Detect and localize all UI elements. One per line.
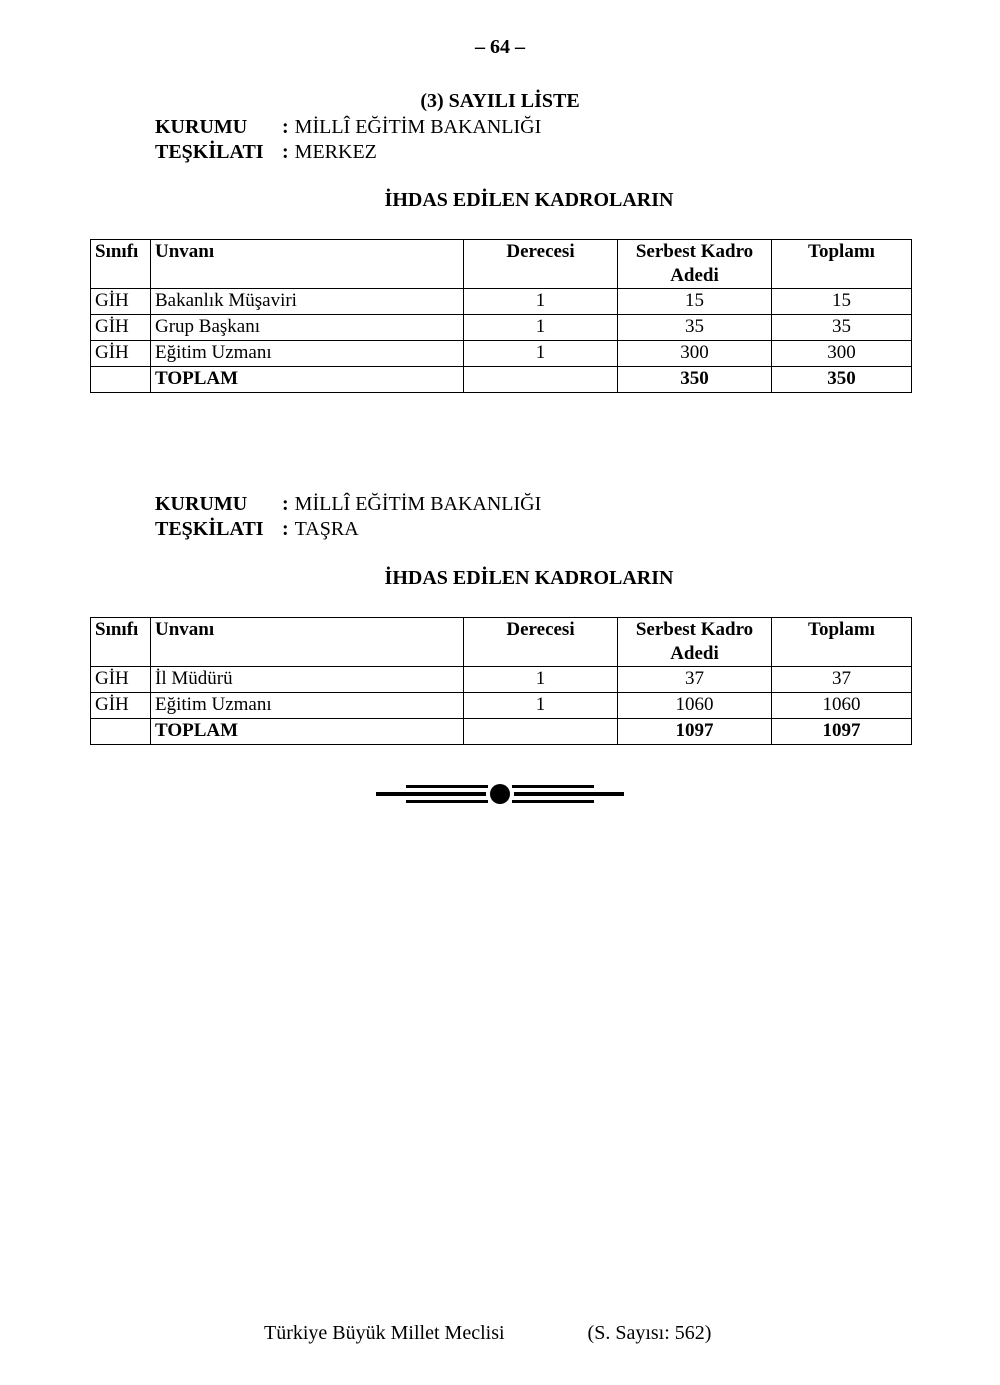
- total-adet: 350: [618, 367, 772, 393]
- cell-empty: [464, 719, 618, 745]
- kadro-table-tasra: [90, 617, 912, 745]
- cell-sinifi: GİH: [91, 667, 151, 693]
- cell-unvani: Eğitim Uzmanı: [151, 693, 464, 719]
- list-title: (3) SAYILI LİSTE: [420, 90, 580, 112]
- header-derecesi: Derecesi: [464, 618, 618, 667]
- cell-empty: [91, 719, 151, 745]
- total-toplam: 1097: [772, 719, 912, 745]
- end-ornament-divider: [376, 782, 624, 806]
- cell-sinifi: GİH: [91, 341, 151, 367]
- cell-derecesi: 1: [464, 667, 618, 693]
- header-derecesi: Derecesi: [464, 240, 618, 289]
- cell-adet: 35: [618, 315, 772, 341]
- kurum-row: [155, 115, 541, 140]
- kurum-label: KURUMU: [155, 493, 248, 515]
- header-serbest-kadro-adedi: Serbest Kadro Adedi: [618, 240, 772, 289]
- cell-sinifi: GİH: [91, 289, 151, 315]
- table-row: [91, 315, 912, 341]
- table-title-merkez: İHDAS EDİLEN KADROLARIN: [384, 189, 674, 211]
- cell-sinifi: GİH: [91, 315, 151, 341]
- cell-derecesi: 1: [464, 693, 618, 719]
- table-row: [91, 667, 912, 693]
- cell-empty: [464, 367, 618, 393]
- teskilat-value: MERKEZ: [294, 141, 377, 163]
- table-header-row: [91, 618, 912, 667]
- cell-derecesi: 1: [464, 315, 618, 341]
- org-block-merkez: [155, 115, 541, 165]
- kurum-row: [155, 492, 541, 517]
- kurum-value: MİLLÎ EĞİTİM BAKANLIĞI: [294, 116, 542, 138]
- cell-unvani: İl Müdürü: [151, 667, 464, 693]
- cell-unvani: Grup Başkanı: [151, 315, 464, 341]
- total-adet: 1097: [618, 719, 772, 745]
- table-row: [91, 693, 912, 719]
- cell-toplam: 1060: [772, 693, 912, 719]
- teskilat-label: TEŞKİLATI: [155, 518, 264, 540]
- header-sinifi: Sınıfı: [91, 240, 151, 289]
- colon: :: [282, 116, 289, 138]
- table-row: [91, 289, 912, 315]
- total-label: TOPLAM: [151, 367, 464, 393]
- cell-adet: 1060: [618, 693, 772, 719]
- cell-adet: 37: [618, 667, 772, 693]
- cell-toplam: 37: [772, 667, 912, 693]
- cell-sinifi: GİH: [91, 693, 151, 719]
- cell-derecesi: 1: [464, 341, 618, 367]
- kurum-value: MİLLÎ EĞİTİM BAKANLIĞI: [294, 493, 542, 515]
- total-row: [91, 719, 912, 745]
- page-number: – 64 –: [475, 36, 525, 58]
- cell-unvani: Bakanlık Müşaviri: [151, 289, 464, 315]
- header-serbest-kadro-adedi: Serbest Kadro Adedi: [618, 618, 772, 667]
- kurum-label: KURUMU: [155, 116, 248, 138]
- kadro-table-merkez: [90, 239, 912, 393]
- table-title-tasra: İHDAS EDİLEN KADROLARIN: [384, 567, 674, 589]
- total-row: [91, 367, 912, 393]
- header-unvani: Unvanı: [151, 240, 464, 289]
- table-header-row: [91, 240, 912, 289]
- total-label: TOPLAM: [151, 719, 464, 745]
- cell-toplam: 35: [772, 315, 912, 341]
- teskilat-label: TEŞKİLATI: [155, 141, 264, 163]
- cell-empty: [91, 367, 151, 393]
- header-toplami: Toplamı: [772, 240, 912, 289]
- cell-adet: 15: [618, 289, 772, 315]
- page-footer: [264, 1322, 711, 1345]
- cell-derecesi: 1: [464, 289, 618, 315]
- table-row: [91, 341, 912, 367]
- teskilat-row: [155, 517, 541, 542]
- colon: :: [282, 518, 289, 540]
- org-block-tasra: [155, 492, 541, 542]
- teskilat-value: TAŞRA: [294, 518, 359, 540]
- teskilat-row: [155, 140, 541, 165]
- header-unvani: Unvanı: [151, 618, 464, 667]
- cell-toplam: 300: [772, 341, 912, 367]
- header-toplami: Toplamı: [772, 618, 912, 667]
- header-sinifi: Sınıfı: [91, 618, 151, 667]
- colon: :: [282, 493, 289, 515]
- cell-unvani: Eğitim Uzmanı: [151, 341, 464, 367]
- footer-institution: Türkiye Büyük Millet Meclisi: [264, 1322, 505, 1344]
- total-toplam: 350: [772, 367, 912, 393]
- colon: :: [282, 141, 289, 163]
- cell-adet: 300: [618, 341, 772, 367]
- cell-toplam: 15: [772, 289, 912, 315]
- footer-reference: (S. Sayısı: 562): [587, 1322, 712, 1344]
